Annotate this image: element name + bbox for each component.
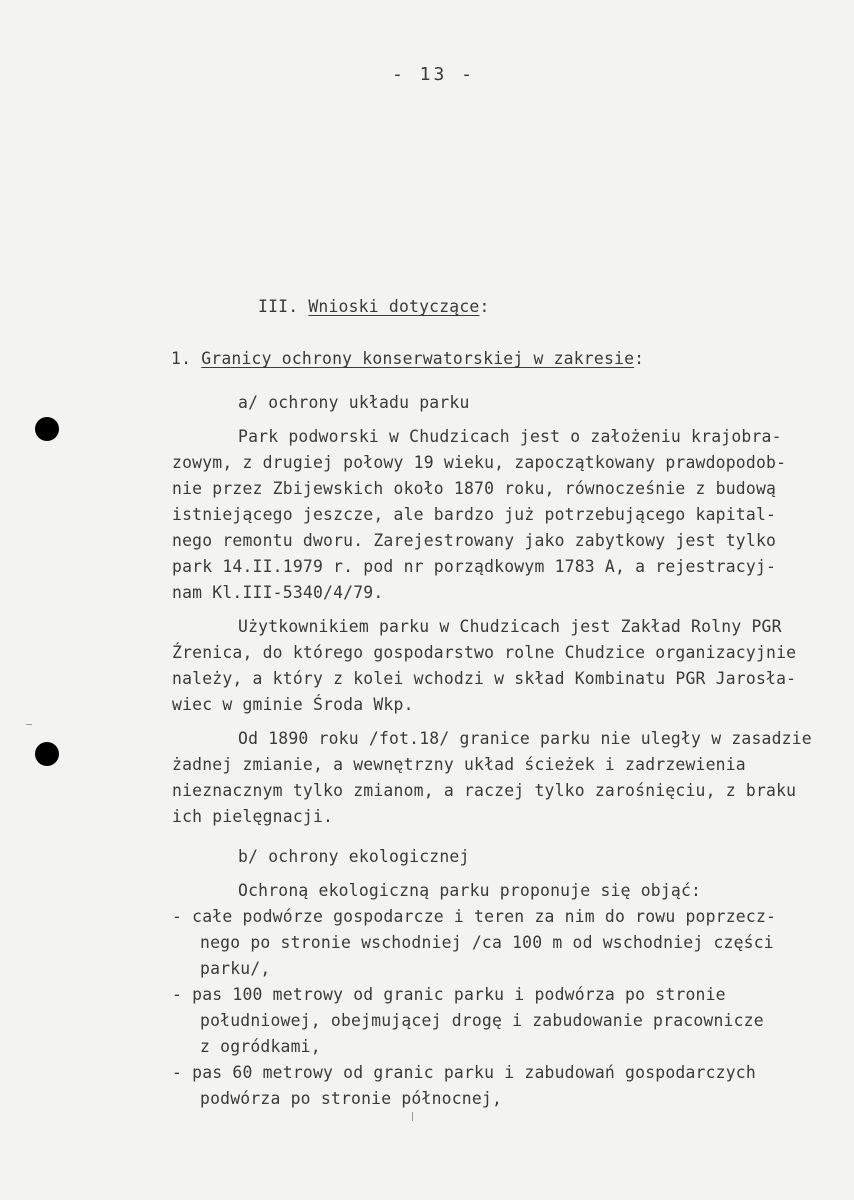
text-line: zowym, z drugiej połowy 19 wieku, zapoczątkowany prawdopodob- bbox=[172, 453, 787, 472]
section-heading bbox=[258, 299, 490, 315]
text-line: Park podworski w Chudzicach jest o założeniu krajobra- bbox=[238, 427, 782, 446]
part-b-heading: b/ ochrony ekologicznej bbox=[238, 847, 470, 866]
text-line: ich pielęgnacji. bbox=[172, 807, 334, 826]
page-number: - 13 - bbox=[392, 64, 476, 85]
section-colon: : bbox=[479, 297, 490, 316]
margin-tick bbox=[412, 1112, 413, 1121]
subsection-title: Granicy ochrony konserwatorskiej w zakresie bbox=[201, 349, 635, 368]
text-line: Od 1890 roku /fot.18/ granice parku nie uległy w zasadzie bbox=[238, 729, 812, 748]
text-line: istniejącego jeszcze, ale bardzo już potrzebującego kapital- bbox=[172, 505, 777, 524]
section-title: Wnioski dotyczące bbox=[308, 297, 480, 316]
text-line: nieznacznym tylko zmianom, a raczej tylko zarośnięciu, z braku bbox=[172, 781, 797, 800]
text-line: podwórza po stronie północnej, bbox=[200, 1089, 503, 1108]
punch-hole bbox=[35, 417, 59, 441]
subsection-number: 1. bbox=[171, 349, 202, 368]
text-line: nego remontu dworu. Zarejestrowany jako zabytkowy jest tylko bbox=[172, 531, 777, 550]
text-line: park 14.II.1979 r. pod nr porządkowym 1783 A, a rejestracyj- bbox=[172, 557, 777, 576]
text-line: parku/, bbox=[200, 959, 271, 978]
list-item: - pas 100 metrowy od granic parku i podwórza po stronie bbox=[172, 985, 726, 1004]
margin-tick bbox=[26, 724, 32, 725]
punch-hole bbox=[35, 742, 59, 766]
list-item: - pas 60 metrowy od granic parku i zabudowań gospodarczych bbox=[172, 1063, 756, 1082]
text-line: Użytkownikiem parku w Chudzicach jest Zakład Rolny PGR bbox=[238, 617, 782, 636]
text-line: Ochroną ekologiczną parku proponuje się objąć: bbox=[238, 881, 702, 900]
text-line: należy, a który z kolei wchodzi w skład Kombinatu PGR Jarosła- bbox=[172, 669, 797, 688]
text-line: południowej, obejmującej drogę i zabudowanie pracownicze bbox=[200, 1011, 764, 1030]
list-item: - całe podwórze gospodarcze i teren za nim do rowu poprzecz- bbox=[172, 907, 777, 926]
text-line: nam Kl.III-5340/4/79. bbox=[172, 583, 384, 602]
text-line: z ogródkami, bbox=[200, 1037, 321, 1056]
subsection-colon: : bbox=[634, 349, 645, 368]
text-line: wiec w gminie Środa Wkp. bbox=[172, 695, 414, 714]
subsection-heading bbox=[171, 351, 644, 367]
text-line: żadnej zmianie, a wewnętrzny układ ścieżek i zadrzewienia bbox=[172, 755, 746, 774]
text-line: Źrenica, do którego gospodarstwo rolne Chudzice organizacyjnie bbox=[172, 643, 797, 662]
part-a-heading: a/ ochrony układu parku bbox=[238, 393, 470, 412]
section-number: III. bbox=[258, 297, 309, 316]
text-line: nego po stronie wschodniej /ca 100 m od wschodniej części bbox=[200, 933, 774, 952]
text-line: nie przez Zbijewskich około 1870 roku, równocześnie z budową bbox=[172, 479, 777, 498]
